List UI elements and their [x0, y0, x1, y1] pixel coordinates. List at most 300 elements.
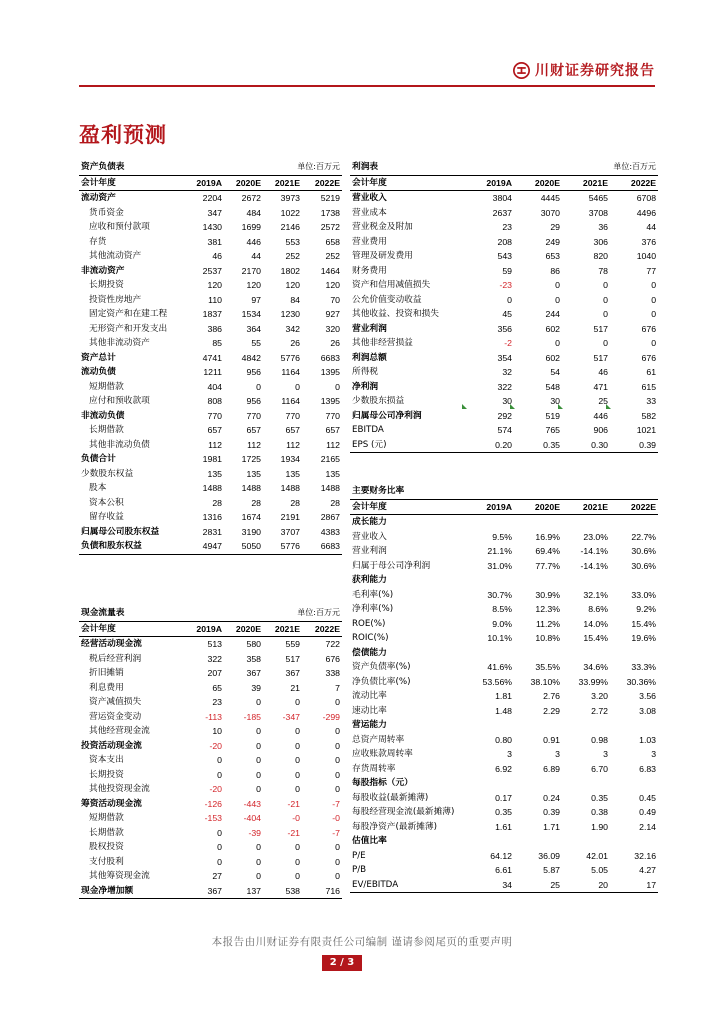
column-header: 2022E — [302, 621, 342, 637]
cell-value: 28 — [251, 497, 261, 508]
cell-value: 0 — [335, 769, 341, 780]
table-row — [350, 602, 658, 617]
cell-value: 0 — [555, 338, 561, 348]
cell-value: 4947 — [186, 539, 224, 554]
row-label: 总资产周转率 — [352, 734, 405, 745]
cell-value: 46 — [598, 367, 609, 377]
cell-value: 6.70 — [591, 763, 608, 774]
cell-value: 4383 — [320, 526, 341, 537]
cell-value: 0 — [335, 784, 341, 794]
table-row — [350, 704, 658, 719]
cell-value: 2.14 — [639, 821, 657, 832]
cell-value: 0 — [295, 842, 300, 852]
cell-value: 10.8% — [535, 633, 560, 643]
table-row — [350, 220, 658, 235]
cell-value — [610, 646, 658, 661]
row-label: 财务费用 — [352, 265, 387, 276]
cash-flow-table — [79, 606, 342, 899]
cell-value: 44 — [646, 222, 657, 232]
cell-value: 513 — [207, 639, 222, 649]
cell-value: 26 — [330, 338, 341, 348]
cell-value: 6.61 — [495, 865, 512, 875]
table-row — [79, 206, 342, 221]
row-label: 归属母公司股东权益 — [81, 526, 160, 537]
cell-value: 376 — [641, 236, 657, 247]
cell-value: 1464 — [320, 265, 341, 276]
table-row — [79, 753, 342, 768]
row-label: 每股指标（元） — [352, 778, 413, 788]
cell-value: 64.12 — [490, 850, 512, 861]
row-label: 利润总额 — [352, 352, 387, 363]
table-row — [79, 539, 342, 554]
row-label: 归属于母公司净利润 — [352, 560, 431, 571]
cell-value: 0 — [651, 294, 657, 305]
cell-value: 2867 — [320, 512, 341, 522]
cell-value: 2831 — [202, 526, 222, 537]
column-header: 2019A — [466, 175, 514, 191]
table-row — [79, 264, 342, 279]
cell-value: -21 — [287, 827, 300, 838]
cell-value: 4445 — [540, 193, 561, 203]
cell-value: 0.35 — [514, 438, 562, 453]
cell-value: 1534 — [241, 309, 261, 319]
cell-value: 5219 — [320, 193, 341, 203]
table-row — [79, 322, 342, 337]
cell-value: 10 — [212, 726, 222, 736]
table-row — [79, 496, 342, 511]
table-header-row — [79, 175, 342, 191]
row-label: 其他投资现金流 — [89, 784, 150, 794]
table-row — [350, 380, 658, 395]
cell-value: 0 — [335, 740, 341, 751]
cell-value: 12.3% — [535, 604, 560, 614]
cell-value: 17 — [610, 878, 658, 893]
table-row — [79, 278, 342, 293]
cell-value: 15.4% — [583, 633, 608, 643]
table-row — [350, 617, 658, 632]
cell-value: 1981 — [202, 454, 222, 464]
table-row — [350, 515, 658, 530]
cell-value: 0.17 — [495, 792, 512, 803]
cell-value: 548 — [545, 381, 561, 392]
cell-value: 1725 — [241, 454, 261, 464]
cell-value: 1211 — [203, 367, 222, 377]
report-header — [79, 52, 655, 88]
table-row — [79, 840, 342, 855]
cell-value: 1230 — [280, 309, 300, 319]
row-label: 净利率(%) — [352, 604, 394, 614]
cell-value — [466, 776, 514, 791]
table-row — [79, 797, 342, 812]
cell-value: 2204 — [202, 193, 222, 203]
cell-value: 2.72 — [591, 705, 608, 716]
cell-value: 0 — [256, 381, 261, 392]
cell-value: 53.56% — [482, 676, 512, 687]
row-label: 负债合计 — [81, 454, 116, 464]
table-unit: 单位:百万元 — [297, 162, 341, 171]
table-row — [79, 884, 342, 899]
cell-value: 1164 — [281, 367, 300, 377]
cell-value: 208 — [497, 236, 512, 247]
cell-value: 25 — [514, 878, 562, 893]
row-label: 流动负债 — [81, 367, 116, 377]
table-row — [79, 811, 342, 826]
row-label: 营业成本 — [352, 207, 387, 218]
row-label: 营业利润 — [352, 546, 387, 556]
cell-value: 8.5% — [492, 604, 512, 614]
cell-value: 0 — [295, 784, 300, 794]
row-label: 其他非流动资产 — [89, 338, 150, 348]
row-label: 利息费用 — [89, 682, 124, 693]
cell-value — [466, 834, 514, 849]
cell-value: 61 — [646, 367, 657, 377]
cell-value: 78 — [598, 265, 609, 276]
column-header: 2021E — [263, 175, 302, 191]
cell-value: 110 — [208, 294, 222, 305]
cell-value: 135 — [246, 468, 261, 479]
cell-value: 28 — [212, 497, 222, 508]
cell-value: 3070 — [540, 207, 561, 218]
cell-value: 23 — [212, 697, 222, 707]
cell-value: 28 — [290, 497, 300, 508]
brand-name: 川财证券研究报告 — [535, 63, 655, 79]
cell-value: 252 — [325, 251, 341, 261]
cell-value: 69.4% — [535, 546, 560, 556]
row-label: 货币资金 — [89, 207, 124, 218]
cell-value: 0 — [335, 856, 341, 867]
cell-value: 574 — [497, 425, 512, 435]
cell-value: 0 — [295, 856, 300, 867]
cell-value: 70 — [330, 294, 341, 305]
cell-value: 36.09 — [538, 850, 560, 861]
table-row — [79, 191, 342, 206]
cell-value: 86 — [550, 265, 561, 276]
cell-value: 9.5% — [492, 531, 512, 542]
cell-value — [562, 573, 610, 588]
cell-value: 1488 — [320, 483, 341, 493]
cell-value — [610, 718, 658, 733]
cell-value: 31.0% — [487, 560, 512, 571]
row-label: 股权投资 — [89, 842, 124, 852]
row-label: 少数股东权益 — [81, 468, 134, 479]
cell-value: 0 — [256, 842, 261, 852]
table-row — [79, 637, 342, 652]
cell-value: 381 — [207, 236, 222, 247]
cell-value: 956 — [246, 367, 261, 377]
cell-value: 44 — [251, 251, 261, 261]
cell-value: 722 — [325, 639, 341, 649]
row-label: 每股净资产(最新摊薄) — [352, 821, 437, 832]
cell-value: 0 — [555, 294, 561, 305]
cell-value: 0 — [335, 697, 341, 707]
cell-value: 38.10% — [530, 676, 560, 687]
cell-value: 0 — [335, 381, 341, 392]
cell-value: 0.49 — [639, 807, 657, 817]
cell-value: 3 — [603, 749, 608, 759]
cell-value: 367 — [246, 668, 261, 678]
cell-value: 0 — [335, 755, 341, 765]
row-label: EBITDA — [352, 425, 384, 435]
cell-value: 29 — [550, 222, 561, 232]
cell-value: 1.81 — [495, 691, 512, 701]
cell-value: -2 — [504, 338, 512, 348]
cell-value: 120 — [285, 280, 300, 290]
cell-value: 653 — [545, 251, 561, 261]
column-header: 2020E — [514, 175, 562, 191]
table-title: 资产负债表 — [81, 162, 125, 172]
table-row — [350, 365, 658, 380]
table-header-row — [350, 499, 658, 515]
cell-value: -185 — [243, 711, 261, 722]
cell-value: 1430 — [202, 222, 222, 232]
cell-value: -404 — [243, 813, 261, 823]
row-label: 现金净增加额 — [79, 884, 186, 899]
column-header: 2020E — [224, 621, 263, 637]
cell-value: 367 — [186, 884, 224, 899]
table-row — [79, 681, 342, 696]
cell-value: 120 — [246, 280, 261, 290]
cell-value: 615 — [641, 381, 657, 392]
cell-value — [562, 515, 610, 530]
column-header: 2021E — [562, 499, 610, 515]
cell-value: 3707 — [280, 526, 300, 537]
column-header: 会计年度 — [350, 499, 466, 515]
table-row — [79, 710, 342, 725]
cell-value: 0.45 — [639, 792, 657, 803]
row-label: 其他经营现金流 — [89, 726, 150, 736]
table-row — [79, 782, 342, 797]
cell-value — [466, 515, 514, 530]
cell-value: 34 — [466, 878, 514, 893]
cell-value — [562, 834, 610, 849]
cell-value: 0.39 — [543, 807, 560, 817]
cell-value: 0 — [651, 338, 657, 348]
table-row — [350, 675, 658, 690]
table-row — [350, 293, 658, 308]
column-header: 2019A — [186, 621, 224, 637]
table-row — [350, 544, 658, 559]
row-label: 经营活动现金流 — [81, 639, 142, 649]
cell-value: 602 — [545, 323, 561, 334]
cell-value: 0 — [256, 769, 261, 780]
cell-value: 9.0% — [492, 618, 512, 629]
cell-value: 770 — [285, 410, 300, 421]
table-header-row — [79, 621, 342, 637]
cell-value: 0 — [603, 294, 609, 305]
cell-value: 1.90 — [591, 821, 608, 832]
cell-value: -113 — [205, 711, 222, 722]
table-row — [79, 467, 342, 482]
table-row — [79, 652, 342, 667]
cell-value: 906 — [593, 425, 609, 435]
cell-value: 54 — [550, 367, 561, 377]
cell-value: 3190 — [241, 526, 261, 537]
cell-value: 1316 — [202, 512, 222, 522]
row-label: 流动资产 — [81, 193, 116, 203]
cell-value: 1022 — [280, 207, 300, 218]
cell-value: 0 — [335, 726, 341, 736]
cell-value: 306 — [593, 236, 609, 247]
column-header: 2021E — [562, 175, 610, 191]
row-label: EV/EBITDA — [350, 878, 466, 893]
cell-value: 4842 — [241, 352, 261, 363]
cell-value: 0.80 — [495, 734, 512, 745]
cell-value — [514, 515, 562, 530]
cell-value: 0 — [603, 338, 609, 348]
cell-value: 33.99% — [578, 676, 608, 687]
table-row — [79, 855, 342, 870]
row-label: 估值比率 — [352, 836, 387, 846]
cell-value: 0 — [217, 842, 222, 852]
cell-value: 4496 — [636, 207, 657, 218]
cell-value: 97 — [251, 294, 261, 305]
cell-value: 517 — [593, 323, 609, 334]
cell-value: 2165 — [320, 454, 341, 464]
cell-value: 6708 — [636, 193, 657, 203]
cell-value: -347 — [282, 711, 300, 722]
cell-value — [514, 646, 562, 661]
table-row — [350, 878, 658, 893]
cell-value: 657 — [285, 425, 300, 435]
table-row — [79, 724, 342, 739]
table-row — [350, 264, 658, 279]
cell-value: 543 — [497, 251, 512, 261]
table-row — [79, 826, 342, 841]
cell-value: 45 — [502, 309, 512, 319]
cell-value — [466, 646, 514, 661]
table-row — [79, 249, 342, 264]
cell-value: 32 — [502, 367, 512, 377]
cell-value: 386 — [207, 323, 222, 334]
cell-value: 30.9% — [535, 589, 560, 600]
cell-value: 34.6% — [583, 662, 608, 672]
cell-value: 657 — [325, 425, 341, 435]
cell-value: 3.20 — [591, 691, 608, 701]
table-row — [79, 307, 342, 322]
cell-value: 1021 — [636, 425, 657, 435]
row-label: 存货周转率 — [352, 763, 396, 774]
table-row — [350, 394, 658, 409]
table-row — [350, 438, 658, 453]
cell-value: 135 — [207, 468, 222, 479]
table-row — [350, 559, 658, 574]
row-label: 短期借款 — [89, 381, 124, 392]
table-row — [350, 322, 658, 337]
row-label: 非流动资产 — [81, 265, 125, 276]
row-label: 营业收入 — [352, 531, 387, 542]
cell-value: 1.71 — [543, 821, 560, 832]
table-row — [350, 660, 658, 675]
cell-value: 42.01 — [586, 850, 608, 861]
cell-value: 36 — [598, 222, 609, 232]
cell-value: 0 — [256, 726, 261, 736]
cell-value: 30.6% — [631, 546, 657, 556]
cell-value: 77 — [646, 265, 657, 276]
cell-value: 4741 — [202, 352, 222, 363]
row-label: 每股收益(最新摊薄) — [352, 792, 429, 803]
row-label: 税后经营利润 — [89, 653, 142, 664]
row-label: 所得税 — [352, 367, 379, 377]
row-label: 净负债比率(%) — [352, 676, 411, 687]
cell-value: 112 — [208, 439, 222, 450]
row-label: 股本 — [89, 483, 107, 493]
table-row — [350, 689, 658, 704]
row-label: 少数股东损益 — [352, 396, 405, 406]
cell-value: 0 — [603, 309, 609, 319]
cell-marker — [558, 404, 563, 409]
cell-value: 322 — [497, 381, 512, 392]
row-label: 非流动负债 — [81, 410, 125, 421]
cell-value: 207 — [207, 668, 222, 678]
cell-value: 358 — [246, 653, 261, 664]
cell-value — [562, 718, 610, 733]
cell-value: 3.08 — [639, 705, 657, 716]
cell-value: 21 — [290, 682, 300, 693]
table-row — [350, 747, 658, 762]
cell-value: -126 — [204, 798, 222, 809]
cell-value: 2672 — [241, 193, 261, 203]
cell-value: 0 — [295, 871, 300, 881]
cell-value: 0 — [217, 769, 222, 780]
row-label: 折旧摊销 — [89, 668, 124, 678]
row-label: 偿债能力 — [352, 647, 387, 658]
cell-value: 446 — [246, 236, 261, 247]
cell-value: 0 — [256, 755, 261, 765]
table-row — [350, 235, 658, 250]
cell-value: 0 — [651, 280, 657, 290]
cell-value: 0 — [555, 280, 561, 290]
table-row — [79, 438, 342, 453]
row-label: 留存收益 — [89, 512, 124, 522]
table-unit: 单位:百万元 — [297, 608, 341, 617]
cell-value: 0 — [217, 755, 222, 765]
row-label: 资本公积 — [89, 497, 124, 508]
column-header: 会计年度 — [79, 175, 186, 191]
table-header-row — [350, 175, 658, 191]
cell-value: 0 — [603, 280, 609, 290]
table-row — [79, 394, 342, 409]
cell-value: 249 — [545, 236, 561, 247]
column-header: 2020E — [224, 175, 263, 191]
row-label: 投资活动现金流 — [81, 740, 142, 751]
cell-value: 0 — [295, 740, 300, 751]
cell-value: 765 — [545, 425, 561, 435]
row-label: 无形资产和开发支出 — [89, 323, 168, 334]
cell-value: 927 — [325, 309, 341, 319]
cell-value: 33.0% — [631, 589, 657, 600]
cell-value: 0.30 — [562, 438, 610, 453]
cell-value: 0 — [335, 871, 341, 881]
cell-value: 46 — [212, 251, 222, 261]
cell-value: 21.1% — [487, 546, 512, 556]
cell-value: 820 — [593, 251, 609, 261]
row-label: 营业税金及附加 — [352, 222, 413, 232]
table-row — [79, 351, 342, 366]
table-row — [350, 805, 658, 820]
table-title-row — [350, 160, 658, 175]
table-row — [350, 762, 658, 777]
table-title: 利润表 — [352, 162, 379, 172]
cell-value: 120 — [325, 280, 341, 290]
cell-value: 559 — [285, 639, 300, 649]
cell-value: 65 — [212, 682, 222, 693]
row-label: 长期借款 — [89, 827, 124, 838]
cell-value: 0.98 — [591, 734, 608, 745]
cell-value: 367 — [285, 668, 300, 678]
cell-value: 33.3% — [631, 662, 657, 672]
cell-value: 602 — [545, 352, 561, 363]
balance-sheet-table — [79, 160, 342, 555]
